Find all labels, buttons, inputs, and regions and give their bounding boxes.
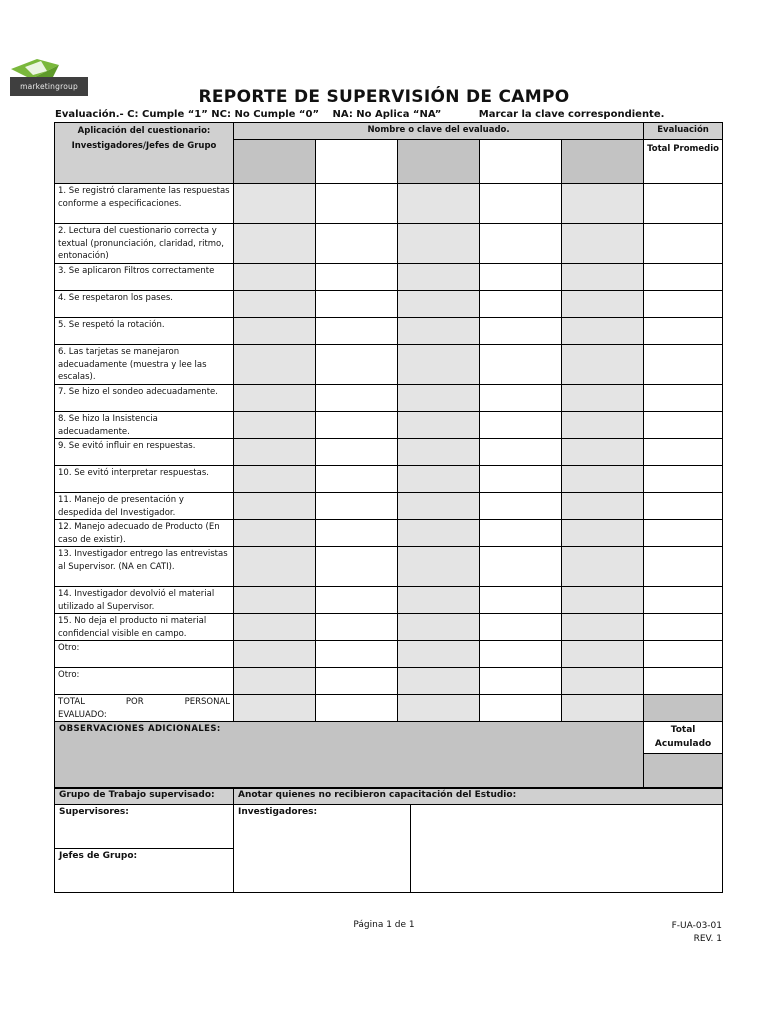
score-cell[interactable] <box>398 385 480 412</box>
observations-label: OBSERVACIONES ADICIONALES: <box>59 724 221 734</box>
legend-part-1: Evaluación.- C: Cumple “1” NC: No Cumple “0” <box>55 109 320 120</box>
average-cell[interactable] <box>644 318 723 345</box>
score-cell[interactable] <box>234 264 316 291</box>
group-leaders-field[interactable] <box>55 849 234 893</box>
criteria-row <box>55 641 723 668</box>
score-cell[interactable] <box>316 547 398 587</box>
criteria-label: 9. Se evitó influir en respuestas. <box>55 439 234 466</box>
average-cell[interactable] <box>644 345 723 385</box>
evaluated-cell[interactable] <box>234 140 316 184</box>
score-cell[interactable] <box>234 412 316 439</box>
score-cell[interactable] <box>562 318 644 345</box>
score-cell[interactable] <box>316 345 398 385</box>
total-cell[interactable] <box>234 695 316 722</box>
score-cell[interactable] <box>316 466 398 493</box>
score-cell[interactable] <box>234 291 316 318</box>
score-cell[interactable] <box>398 493 480 520</box>
average-cell[interactable] <box>644 184 723 224</box>
total-row-label <box>55 695 234 722</box>
criteria-label: 15. No deja el producto ni material confidencial visible en campo. <box>55 614 234 641</box>
score-cell[interactable] <box>234 385 316 412</box>
score-cell[interactable] <box>480 385 562 412</box>
evaluated-cell[interactable] <box>316 140 398 184</box>
score-cell[interactable] <box>234 466 316 493</box>
score-cell[interactable] <box>562 184 644 224</box>
not-trained-field[interactable] <box>411 805 723 893</box>
score-cell[interactable] <box>398 520 480 547</box>
average-cell[interactable] <box>644 587 723 614</box>
score-cell[interactable] <box>562 412 644 439</box>
header-evaluated: Nombre o clave del evaluado. <box>234 123 644 140</box>
score-cell[interactable] <box>398 439 480 466</box>
total-cell[interactable] <box>398 695 480 722</box>
total-row <box>55 695 723 722</box>
total-cell[interactable] <box>316 695 398 722</box>
average-cell[interactable] <box>644 224 723 264</box>
average-cell[interactable] <box>644 520 723 547</box>
criteria-row <box>55 439 723 466</box>
score-cell[interactable] <box>480 439 562 466</box>
criteria-row <box>55 184 723 224</box>
average-cell[interactable] <box>644 493 723 520</box>
score-cell[interactable] <box>562 224 644 264</box>
score-cell[interactable] <box>562 264 644 291</box>
criteria-label: 4. Se respetaron los pases. <box>55 291 234 318</box>
score-cell[interactable] <box>562 547 644 587</box>
score-cell[interactable] <box>562 641 644 668</box>
form-code-text: F-UA-03-01 <box>671 921 722 931</box>
header-application-text: Aplicación del cuestionario: Investigadores/Jefes de Grupo <box>71 126 217 151</box>
criteria-label: 1. Se registró claramente las respuestas conforme a especificaciones. <box>55 184 234 224</box>
score-cell[interactable] <box>398 345 480 385</box>
score-cell[interactable] <box>480 587 562 614</box>
revision-text: REV. 1 <box>693 934 722 944</box>
score-cell[interactable] <box>398 224 480 264</box>
score-cell[interactable] <box>234 493 316 520</box>
score-cell[interactable] <box>316 493 398 520</box>
criteria-label: 11. Manejo de presentación y despedida del Investigador. <box>55 493 234 520</box>
total-average-cell <box>644 695 723 722</box>
page-title: REPORTE DE SUPERVISIÓN DE CAMPO <box>198 87 570 107</box>
supervisors-field[interactable] <box>55 805 234 849</box>
group-label: Grupo de Trabajo supervisado: <box>55 789 234 805</box>
criteria-row <box>55 291 723 318</box>
criteria-label: 7. Se hizo el sondeo adecuadamente. <box>55 385 234 412</box>
score-cell[interactable] <box>398 641 480 668</box>
score-cell[interactable] <box>398 466 480 493</box>
criteria-label: Otro: <box>55 668 234 695</box>
observations-field[interactable] <box>55 722 644 788</box>
score-cell[interactable] <box>480 291 562 318</box>
score-cell[interactable] <box>398 264 480 291</box>
score-cell[interactable] <box>234 547 316 587</box>
evaluated-cell[interactable] <box>398 140 480 184</box>
score-cell[interactable] <box>234 587 316 614</box>
score-cell[interactable] <box>316 641 398 668</box>
form-code <box>672 920 722 946</box>
score-cell[interactable] <box>234 641 316 668</box>
total-row-word: PERSONAL <box>184 697 230 707</box>
total-accumulated-label: Total Acumulado <box>644 722 722 754</box>
criteria-row <box>55 412 723 439</box>
group-leaders-label: Jefes de Grupo: <box>59 851 138 861</box>
score-cell[interactable] <box>398 318 480 345</box>
criteria-row <box>55 520 723 547</box>
total-row-word: TOTAL <box>58 697 85 707</box>
score-cell[interactable] <box>234 520 316 547</box>
criteria-row <box>55 466 723 493</box>
score-cell[interactable] <box>234 668 316 695</box>
criteria-label: 2. Lectura del cuestionario correcta y textual (pronunciación, claridad, ritmo, entonación) <box>55 224 234 264</box>
criteria-label: Otro: <box>55 641 234 668</box>
score-cell[interactable] <box>398 184 480 224</box>
evaluation-legend <box>55 109 664 120</box>
total-cell[interactable] <box>480 695 562 722</box>
criteria-row <box>55 345 723 385</box>
criteria-row <box>55 385 723 412</box>
score-cell[interactable] <box>234 318 316 345</box>
score-cell[interactable] <box>316 614 398 641</box>
total-cell[interactable] <box>562 695 644 722</box>
score-cell[interactable] <box>398 668 480 695</box>
logo-wordmark: marketingroup <box>10 77 88 96</box>
criteria-label: 5. Se respetó la rotación. <box>55 318 234 345</box>
score-cell[interactable] <box>316 668 398 695</box>
criteria-row <box>55 614 723 641</box>
score-cell[interactable] <box>316 520 398 547</box>
score-cell[interactable] <box>480 493 562 520</box>
score-cell[interactable] <box>316 587 398 614</box>
score-cell[interactable] <box>234 345 316 385</box>
score-cell[interactable] <box>316 439 398 466</box>
score-cell[interactable] <box>480 466 562 493</box>
score-cell[interactable] <box>316 224 398 264</box>
criteria-row <box>55 264 723 291</box>
score-cell[interactable] <box>316 291 398 318</box>
average-cell[interactable] <box>644 385 723 412</box>
criteria-row <box>55 668 723 695</box>
evaluated-cell[interactable] <box>480 140 562 184</box>
header-application <box>55 123 234 184</box>
score-cell[interactable] <box>562 291 644 318</box>
legend-part-2: NA: No Aplica “NA” <box>332 109 442 120</box>
criteria-label: 14. Investigador devolvió el material utilizado al Supervisor. <box>55 587 234 614</box>
score-cell[interactable] <box>234 439 316 466</box>
average-cell[interactable] <box>644 668 723 695</box>
average-cell[interactable] <box>644 547 723 587</box>
evaluation-table <box>54 122 723 788</box>
header-evaluation: Evaluación <box>644 123 723 140</box>
total-row-second-line: EVALUADO: <box>58 709 107 720</box>
score-cell[interactable] <box>234 184 316 224</box>
score-cell[interactable] <box>480 318 562 345</box>
score-cell[interactable] <box>562 520 644 547</box>
score-cell[interactable] <box>398 547 480 587</box>
score-cell[interactable] <box>480 520 562 547</box>
score-cell[interactable] <box>480 184 562 224</box>
score-cell[interactable] <box>480 264 562 291</box>
score-cell[interactable] <box>562 587 644 614</box>
average-cell[interactable] <box>644 291 723 318</box>
page-number: Página 1 de 1 <box>353 920 415 930</box>
criteria-row <box>55 224 723 264</box>
score-cell[interactable] <box>398 587 480 614</box>
criteria-label: 12. Manejo adecuado de Producto (En caso de existir). <box>55 520 234 547</box>
average-cell[interactable] <box>644 439 723 466</box>
score-cell[interactable] <box>562 439 644 466</box>
score-cell[interactable] <box>562 466 644 493</box>
criteria-label: 3. Se aplicaron Filtros correctamente <box>55 264 234 291</box>
average-cell[interactable] <box>644 641 723 668</box>
investigators-label: Investigadores: <box>238 807 318 817</box>
score-cell[interactable] <box>398 614 480 641</box>
score-cell[interactable] <box>316 264 398 291</box>
score-cell[interactable] <box>480 547 562 587</box>
work-group-table <box>54 788 723 893</box>
score-cell[interactable] <box>562 385 644 412</box>
score-cell[interactable] <box>234 614 316 641</box>
criteria-row <box>55 318 723 345</box>
score-cell[interactable] <box>398 291 480 318</box>
criteria-row <box>55 587 723 614</box>
criteria-label: 8. Se hizo la Insistencia adecuadamente. <box>55 412 234 439</box>
score-cell[interactable] <box>562 614 644 641</box>
score-cell[interactable] <box>562 493 644 520</box>
score-cell[interactable] <box>480 668 562 695</box>
score-cell[interactable] <box>480 224 562 264</box>
criteria-label: 6. Las tarjetas se manejaron adecuadamente (muestra y lee las escalas). <box>55 345 234 385</box>
score-cell[interactable] <box>316 385 398 412</box>
score-cell[interactable] <box>316 412 398 439</box>
header-total-average: Total Promedio <box>644 140 723 184</box>
criteria-label: 13. Investigador entrego las entrevistas al Supervisor. (NA en CATI). <box>55 547 234 587</box>
score-cell[interactable] <box>480 345 562 385</box>
supervisors-label: Supervisores: <box>59 807 129 817</box>
criteria-row <box>55 493 723 520</box>
average-cell[interactable] <box>644 614 723 641</box>
average-cell[interactable] <box>644 412 723 439</box>
score-cell[interactable] <box>316 184 398 224</box>
total-row-word: POR <box>125 697 144 707</box>
score-cell[interactable] <box>480 641 562 668</box>
observations-row <box>55 722 723 788</box>
criteria-row <box>55 547 723 587</box>
score-cell[interactable] <box>316 318 398 345</box>
average-cell[interactable] <box>644 264 723 291</box>
not-trained-label: Anotar quienes no recibieron capacitación del Estudio: <box>234 789 723 805</box>
score-cell[interactable] <box>562 668 644 695</box>
score-cell[interactable] <box>480 412 562 439</box>
investigators-field[interactable] <box>234 805 411 893</box>
average-cell[interactable] <box>644 466 723 493</box>
total-accumulated-cell <box>644 722 723 788</box>
score-cell[interactable] <box>562 345 644 385</box>
score-cell[interactable] <box>480 614 562 641</box>
legend-part-3: Marcar la clave correspondiente. <box>478 109 665 120</box>
score-cell[interactable] <box>234 224 316 264</box>
score-cell[interactable] <box>398 412 480 439</box>
evaluated-cell[interactable] <box>562 140 644 184</box>
criteria-label: 10. Se evitó interpretar respuestas. <box>55 466 234 493</box>
